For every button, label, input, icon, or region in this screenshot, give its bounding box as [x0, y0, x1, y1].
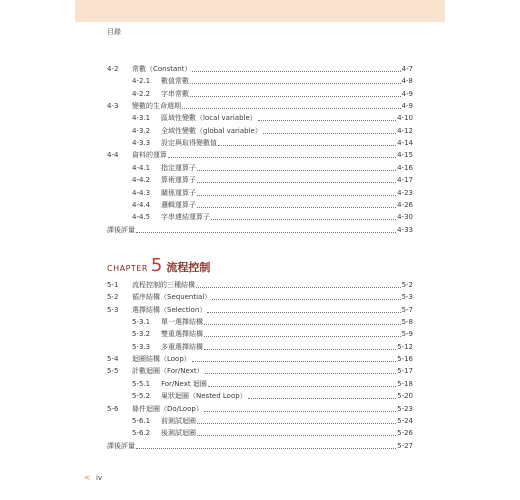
toc-entry-number: 4-4 — [107, 151, 119, 160]
dot-leader — [204, 336, 401, 337]
toc-entry-number: 4-4.3 — [132, 188, 151, 197]
toc-entry-title: 全域性變數（global variable） — [161, 126, 262, 135]
toc-entry-title: 單一選擇結構 — [161, 318, 203, 327]
toc-entry-number: 5-3 — [107, 305, 119, 314]
page-number: iv — [96, 474, 103, 482]
toc-entry — [132, 391, 413, 401]
toc-entry — [132, 113, 413, 123]
toc-entry-page: 4-14 — [397, 139, 413, 148]
toc-entry-page: 4-33 — [397, 225, 413, 234]
toc-entry-title: 課後評量 — [107, 225, 135, 234]
toc-entry-page: 4-23 — [397, 188, 413, 197]
toc-entry-page: 5-12 — [397, 342, 413, 351]
toc-entry-title: 後測試迴圈 — [161, 429, 196, 438]
dot-leader — [212, 299, 400, 300]
dot-leader — [211, 219, 396, 220]
dot-leader — [205, 373, 397, 374]
dot-leader — [204, 324, 401, 325]
toc-entry — [132, 175, 413, 185]
dot-leader — [196, 287, 401, 288]
toc-entry — [132, 76, 413, 86]
dot-leader — [207, 312, 400, 313]
toc-entry-number: 4-2 — [107, 65, 119, 73]
toc-entry-number: 4-3.3 — [132, 139, 151, 148]
toc-entry-page: 4-12 — [397, 126, 413, 135]
toc-entry-title: 設定與取得變數值 — [161, 139, 217, 148]
dot-leader — [197, 423, 396, 424]
dot-leader — [197, 182, 396, 183]
toc-entry — [132, 89, 413, 99]
toc-entry-title: 雙重選擇結構 — [161, 330, 203, 339]
toc-entry — [107, 305, 413, 315]
toc-entry-title: 算術運算子 — [161, 176, 196, 185]
toc-entry-number: 4-4.4 — [132, 200, 151, 209]
toc-entry-title: 課後評量 — [107, 441, 135, 450]
toc-entry-title: 循序結構（Sequential） — [132, 293, 212, 302]
toc-entry — [132, 163, 413, 173]
toc-entry-page: 4-16 — [397, 163, 413, 172]
toc-entry-title: 多重選擇結構 — [161, 342, 203, 351]
toc-entry — [132, 317, 413, 327]
dot-leader — [190, 96, 401, 97]
dot-leader — [208, 386, 396, 387]
toc-entry — [132, 188, 413, 198]
toc-entry — [132, 329, 413, 339]
toc-entry-title: 區域性變數（local variable） — [161, 114, 257, 123]
toc-entry-number: 4-4.5 — [132, 213, 151, 222]
toc-entry-page: 5-2 — [401, 281, 413, 289]
toc-entry-number: 5-5.1 — [132, 379, 151, 388]
toc-entry-title: 變數的生命週期 — [132, 102, 181, 111]
dot-leader — [190, 83, 401, 84]
dot-leader — [204, 411, 396, 412]
toc-entry-number: 5-2 — [107, 293, 119, 302]
toc-entry — [107, 64, 413, 74]
toc-entry-title: 關係運算子 — [161, 188, 196, 197]
toc-entry — [132, 200, 413, 210]
toc-entry-number: 5-3.1 — [132, 318, 151, 327]
toc-entry-page: 4-9 — [401, 89, 413, 98]
toc-entry — [107, 366, 413, 376]
toc-entry-title: 流程控制的三種結構 — [132, 281, 195, 289]
toc-entry-number: 5-3.2 — [132, 330, 151, 339]
toc-entry-number: 5-5 — [107, 367, 119, 376]
toc-entry-number: 4-2.2 — [132, 89, 151, 98]
dot-leader — [168, 157, 396, 158]
toc-entry-page: 4-15 — [397, 151, 413, 160]
chapter-heading — [107, 255, 210, 275]
toc-entry-page: 4-26 — [397, 200, 413, 209]
toc-entry-number: 4-2.1 — [132, 77, 151, 86]
toc-entry-number: 5-6 — [107, 404, 119, 413]
toc-entry-title: 指定運算子 — [161, 163, 196, 172]
toc-entry-title: 邏輯運算子 — [161, 200, 196, 209]
dot-leader — [197, 207, 396, 208]
toc-entry-number: 4-4.1 — [132, 163, 151, 172]
toc-entry-title: For/Next 迴圈 — [161, 379, 207, 388]
dot-leader — [197, 195, 396, 196]
dot-leader — [136, 448, 396, 449]
toc-entry-title: 條件迴圈（Do/Loop） — [132, 404, 203, 413]
page-back-arrow-icon: < — [84, 473, 91, 482]
toc-entry — [132, 379, 413, 389]
dot-leader — [136, 232, 396, 233]
toc-entry-page: 4-8 — [401, 77, 413, 86]
toc-entry-page: 4-10 — [397, 114, 413, 123]
toc-entry — [107, 354, 413, 364]
dot-leader — [258, 120, 396, 121]
toc-entry — [107, 101, 413, 111]
toc-entry-number: 4-4.2 — [132, 176, 151, 185]
toc-entry — [132, 212, 413, 222]
toc-entry-number: 5-6.2 — [132, 429, 151, 438]
toc-entry — [107, 441, 413, 451]
dot-leader — [197, 170, 396, 171]
toc-entry-number: 5-5.2 — [132, 392, 151, 401]
toc-entry — [132, 126, 413, 136]
toc-entry-number: 5-6.1 — [132, 416, 151, 425]
chapter-number: 5 — [150, 255, 163, 276]
toc-entry-page: 5-3 — [401, 293, 413, 302]
toc-entry-number: 4-3.2 — [132, 126, 151, 135]
chapter-label: CHAPTER — [107, 264, 148, 273]
toc-entry-page: 5-7 — [401, 305, 413, 314]
toc-entry-page: 4-30 — [397, 213, 413, 222]
dot-leader — [218, 145, 396, 146]
toc-entry-page: 5-26 — [397, 429, 413, 438]
toc-entry-page: 5-8 — [401, 318, 413, 327]
toc-entry-page: 5-24 — [397, 416, 413, 425]
toc-entry-page: 4-7 — [401, 65, 413, 73]
toc-entry-page: 5-17 — [397, 367, 413, 376]
toc-entry-page: 5-16 — [397, 355, 413, 364]
toc-entry-title: 計數迴圈（For/Next） — [132, 367, 204, 376]
toc-entry-number: 5-3.3 — [132, 342, 151, 351]
toc-entry-number: 5-4 — [107, 355, 119, 364]
toc-entry-page: 5-23 — [397, 404, 413, 413]
toc-entry — [107, 280, 413, 290]
toc-entry-page: 4-9 — [401, 102, 413, 111]
dot-leader — [182, 108, 401, 109]
toc-entry-title: 常數（Constant） — [132, 65, 192, 73]
dot-leader — [248, 398, 396, 399]
toc-entry — [132, 416, 413, 426]
toc-entry-number: 4-3 — [107, 102, 119, 111]
toc-entry-page: 4-17 — [397, 176, 413, 185]
toc-entry — [132, 138, 413, 148]
toc-entry-title: 選擇結構（Selection） — [132, 305, 207, 314]
toc-entry-number: 4-3.1 — [132, 114, 151, 123]
toc-entry-title: 迴圈結構（Loop） — [132, 355, 191, 364]
toc-entry-page: 5-9 — [401, 330, 413, 339]
toc-entry-title: 字串常數 — [161, 89, 189, 98]
toc-entry — [132, 342, 413, 352]
toc-entry-title: 字串連結運算子 — [161, 213, 210, 222]
toc-entry-page: 5-20 — [397, 392, 413, 401]
running-header: 目錄 — [107, 28, 121, 36]
dot-leader — [204, 349, 396, 350]
dot-leader — [263, 133, 396, 134]
toc-entry — [132, 428, 413, 438]
toc-entry-title: 資料的運算 — [132, 151, 167, 160]
toc-entry-title: 巢狀迴圈（Nested Loop） — [161, 392, 247, 401]
chapter-title: 流程控制 — [166, 261, 211, 274]
toc-entry — [107, 404, 413, 414]
toc-entry — [107, 225, 413, 235]
toc-entry — [107, 150, 413, 160]
toc-entry-title: 數值常數 — [161, 77, 189, 86]
toc-entry-page: 5-27 — [397, 441, 413, 450]
dot-leader — [192, 361, 396, 362]
toc-entry-number: 5-1 — [107, 281, 119, 289]
dot-leader — [197, 435, 396, 436]
toc-entry-page: 5-18 — [397, 379, 413, 388]
toc-entry — [107, 292, 413, 302]
toc-entry-title: 前測試迴圈 — [161, 416, 196, 425]
dot-leader — [192, 71, 400, 72]
